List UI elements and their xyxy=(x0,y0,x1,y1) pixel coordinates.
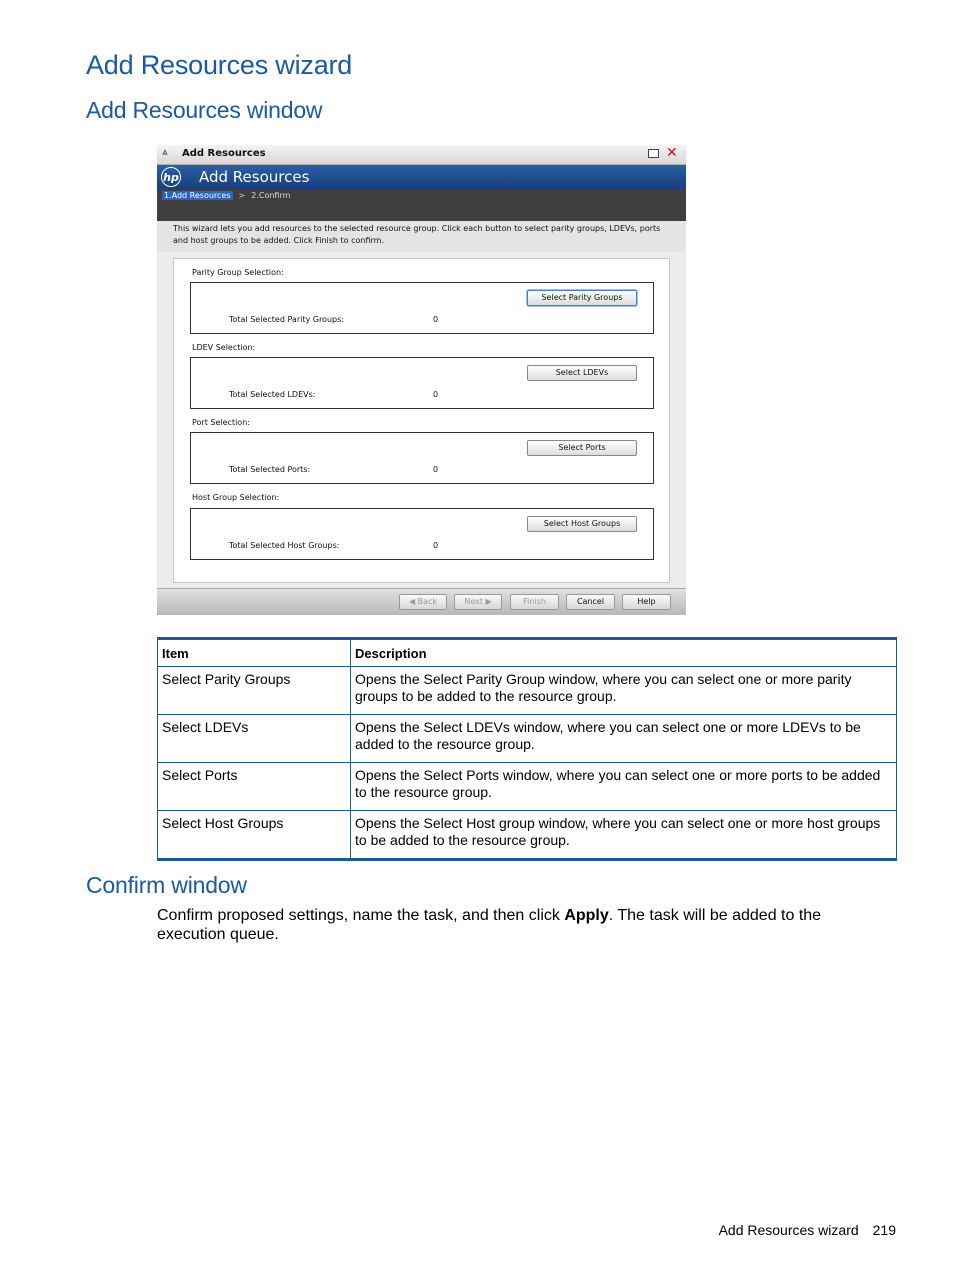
parity-group-selection-box xyxy=(190,282,654,334)
table-cell-description: Opens the Select Ports window, where you can select one or more ports to be added to the resource group. xyxy=(351,763,897,811)
hp-logo-icon: hp xyxy=(161,167,181,187)
page-heading: Add Resources wizard xyxy=(86,50,353,80)
table-cell-description: Opens the Select Parity Group window, where you can select one or more parity groups to be added to the resource group. xyxy=(351,667,897,715)
maximize-icon[interactable] xyxy=(648,149,659,158)
total-selected-parity-groups-label: Total Selected Parity Groups: xyxy=(229,315,344,324)
dialog-banner xyxy=(157,165,686,221)
page-number: 219 xyxy=(872,1222,896,1238)
select-ldevs-button[interactable]: Select LDEVs xyxy=(527,365,637,381)
step-confirm: 2.Confirm xyxy=(251,191,291,200)
table-cell-item: Select Parity Groups xyxy=(158,667,351,715)
total-selected-host-groups-label: Total Selected Host Groups: xyxy=(229,541,340,550)
next-button[interactable] xyxy=(454,594,502,610)
items-table xyxy=(157,637,897,861)
table-row xyxy=(158,811,897,860)
table-cell-item: Select LDEVs xyxy=(158,715,351,763)
next-button-label: Next xyxy=(464,597,483,606)
help-button[interactable]: Help xyxy=(622,594,671,610)
port-selection-box xyxy=(190,432,654,484)
table-cell-description: Opens the Select LDEVs window, where you can select one or more LDEVs to be added to the resource group. xyxy=(351,715,897,763)
cancel-button[interactable]: Cancel xyxy=(566,594,615,610)
host-group-selection-label: Host Group Selection: xyxy=(192,493,280,502)
banner-header xyxy=(157,165,686,189)
banner-title: Add Resources xyxy=(199,168,310,186)
step-separator: > xyxy=(238,191,246,200)
apply-keyword: Apply xyxy=(564,907,609,924)
confirm-text-after: . The task will be added to the execution queue. xyxy=(157,907,822,943)
back-button-label: Back xyxy=(417,597,438,606)
table-header-row xyxy=(158,639,897,667)
step-add-resources: 1.Add Resources xyxy=(164,191,231,200)
wizard-intro xyxy=(157,221,686,252)
table-row xyxy=(158,763,897,811)
port-selection-label: Port Selection: xyxy=(192,418,250,427)
total-selected-ldevs-value: 0 xyxy=(433,390,439,399)
dialog-window-title: Add Resources xyxy=(182,148,266,159)
confirm-window-paragraph xyxy=(157,906,887,944)
host-group-selection-box xyxy=(190,508,654,560)
total-selected-ldevs-label: Total Selected LDEVs: xyxy=(229,390,316,399)
ldev-selection-box xyxy=(190,357,654,409)
table-cell-description: Opens the Select Host group window, where you can select one or more host groups to be added to the resource group. xyxy=(351,811,897,860)
close-icon[interactable]: ✕ xyxy=(666,145,678,161)
table-row xyxy=(158,715,897,763)
table-cell-item: Select Host Groups xyxy=(158,811,351,860)
total-selected-host-groups-value: 0 xyxy=(433,541,439,550)
dialog-titlebar xyxy=(157,145,686,165)
ldev-selection-label: LDEV Selection: xyxy=(192,343,256,352)
back-button[interactable] xyxy=(399,594,447,610)
collapse-icon[interactable]: ⩓ xyxy=(162,147,168,158)
page-footer xyxy=(719,1222,896,1238)
add-resources-dialog-screenshot xyxy=(157,145,686,614)
footer-label: Add Resources wizard xyxy=(718,1222,859,1238)
column-header-description: Description xyxy=(351,639,897,667)
section-title-add-resources-window: Add Resources window xyxy=(86,97,323,123)
section-title-confirm-window: Confirm window xyxy=(86,872,247,898)
total-selected-parity-groups-value: 0 xyxy=(433,315,439,324)
total-selected-ports-value: 0 xyxy=(433,465,439,474)
select-ports-button[interactable]: Select Ports xyxy=(527,440,637,456)
confirm-text-before: Confirm proposed settings, name the task, and then click xyxy=(157,907,565,924)
total-selected-ports-label: Total Selected Ports: xyxy=(229,465,311,474)
finish-button[interactable]: Finish xyxy=(510,594,559,610)
table-row xyxy=(158,667,897,715)
wizard-steps xyxy=(162,191,290,200)
selection-panel xyxy=(173,258,670,583)
select-parity-groups-button[interactable]: Select Parity Groups xyxy=(527,290,637,306)
select-host-groups-button[interactable]: Select Host Groups xyxy=(527,516,637,532)
parity-group-selection-label: Parity Group Selection: xyxy=(192,268,284,277)
column-header-item: Item xyxy=(158,639,351,667)
back-arrow-icon: ◀ xyxy=(408,597,416,606)
dialog-footer-bar xyxy=(157,588,686,615)
intro-text: This wizard lets you add resources to the selected resource group. Click each button to select parity groups, LDEVs, ports and host groups to be added. Click Finish to confirm. xyxy=(173,224,661,245)
table-cell-item: Select Ports xyxy=(158,763,351,811)
next-arrow-icon: ▶ xyxy=(485,597,492,606)
